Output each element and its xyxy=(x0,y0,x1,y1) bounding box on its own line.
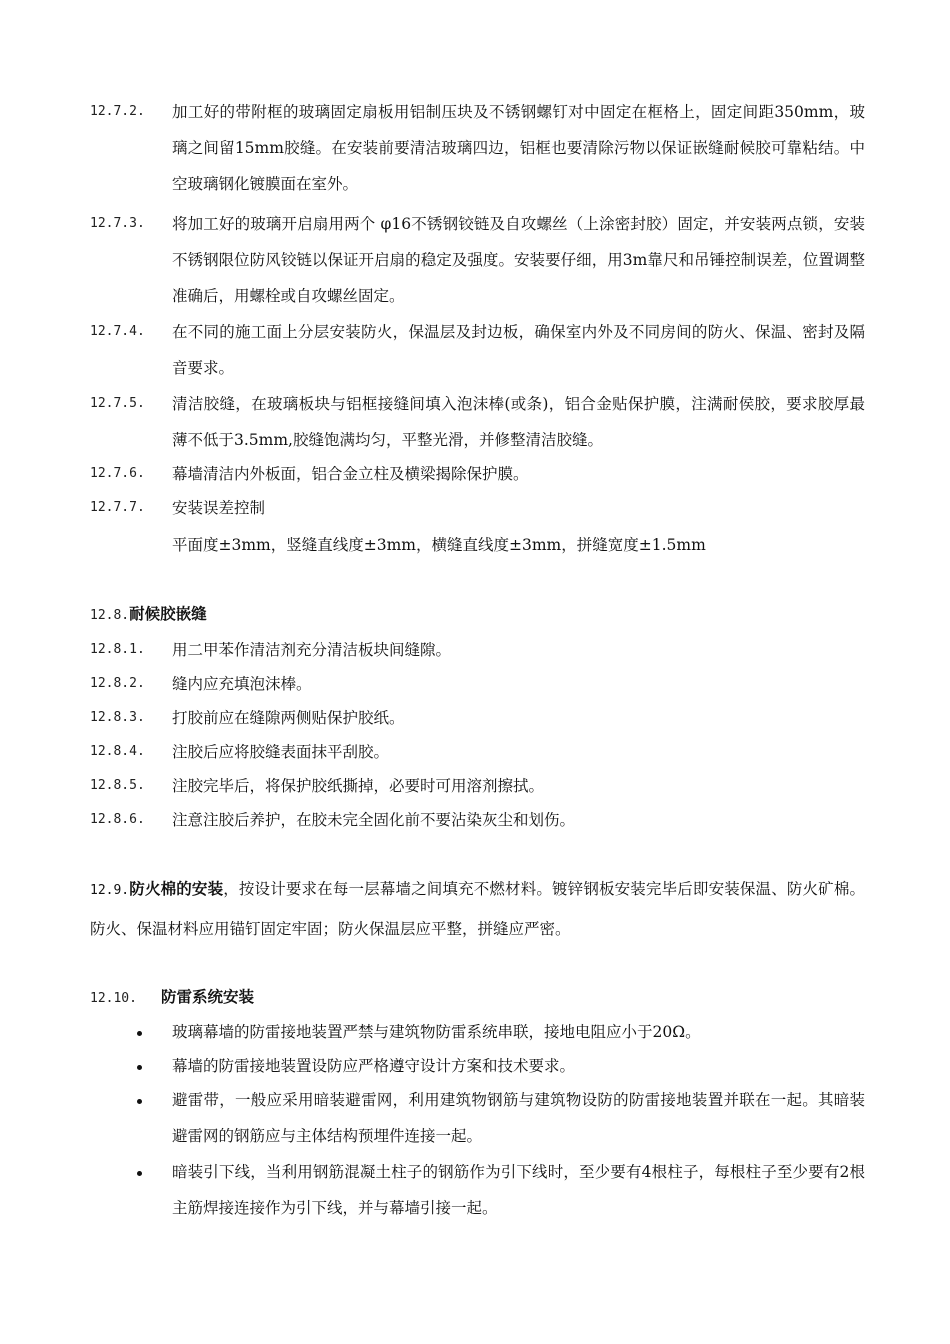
clause-number: 12.8.5. xyxy=(90,778,145,793)
bullet-item xyxy=(90,1048,865,1084)
clause-number: 12.8.6. xyxy=(90,812,145,827)
clause-12-7-3 xyxy=(90,206,865,314)
bullet-dot xyxy=(137,1031,142,1036)
clause-12-8-2 xyxy=(90,666,865,702)
clause-number: 12.8.2. xyxy=(90,676,145,691)
clause-number: 12.8.4. xyxy=(90,744,145,759)
clause-number: 12.8.3. xyxy=(90,710,145,725)
bullet-text: 暗装引下线，当利用钢筋混凝土柱子的钢筋作为引下线时，至少要有4根柱子，每根柱子至少要有2根主筋焊接连接作为引下线，并与幕墙引接一起。 xyxy=(172,1163,865,1217)
bullet-dot xyxy=(137,1099,142,1104)
section-title: 耐候胶嵌缝 xyxy=(129,604,207,623)
bullet-item xyxy=(90,1014,865,1050)
clause-number: 12.7.6. xyxy=(90,466,145,481)
clause-12-7-6 xyxy=(90,456,865,492)
clause-number: 12.7.3. xyxy=(90,216,145,231)
clause-number: 12.7.5. xyxy=(90,396,145,411)
clause-12-7-5 xyxy=(90,386,865,458)
section-paragraph xyxy=(90,870,865,948)
clause-text: 缝内应充填泡沫棒。 xyxy=(172,675,312,693)
clause-number: 12.7.2. xyxy=(90,104,145,119)
section-title: 防雷系统安装 xyxy=(160,987,254,1006)
clause-text: 加工好的带附框的玻璃固定扇板用铝制压块及不锈钢螺钉对中固定在框格上，固定间距350mm，玻璃之间留15mm胶缝。在安装前要清洁玻璃四边，铝框也要清除污物以保证嵌缝耐候胶可靠粘结。中空玻璃钢化镀膜面在室外。 xyxy=(172,103,865,193)
section-number: 12.10. xyxy=(90,991,137,1006)
section-text: ，按设计要求在每一层幕墙之间填充不燃材料。镀锌钢板安装完毕后即安装保温、防火矿棉。防火、保温材料应用锚钉固定牢固；防火保温层应平整，拼缝应严密。 xyxy=(90,880,865,938)
clause-text: 注胶后应将胶缝表面抹平刮胶。 xyxy=(172,743,390,761)
tolerance-line: 平面度±3mm，竖缝直线度±3mm，横缝直线度±3mm，拼缝宽度±1.5mm xyxy=(172,536,706,554)
section-number: 12.9. xyxy=(90,883,130,898)
clause-text: 安装误差控制 xyxy=(172,499,266,517)
clause-text: 在不同的施工面上分层安装防火，保温层及封边板，确保室内外及不同房间的防火、保温、密封及隔音要求。 xyxy=(172,323,865,377)
clause-12-7-7 xyxy=(90,490,865,526)
clause-12-7-2 xyxy=(90,94,865,202)
tolerance-values xyxy=(90,527,865,563)
section-12-9 xyxy=(90,870,865,948)
section-heading-12-8 xyxy=(90,596,865,634)
bullet-text: 幕墙的防雷接地装置设防应严格遵守设计方案和技术要求。 xyxy=(172,1057,576,1075)
section-title: 防火棉的安装 xyxy=(129,879,224,898)
clause-12-8-6 xyxy=(90,802,865,838)
clause-number: 12.8.1. xyxy=(90,642,145,657)
section-number: 12.8. xyxy=(90,608,130,623)
clause-text: 幕墙清洁内外板面，铝合金立柱及横梁揭除保护膜。 xyxy=(172,465,529,483)
clause-12-7-4 xyxy=(90,314,865,386)
clause-text: 清洁胶缝，在玻璃板块与铝框接缝间填入泡沫棒(或条)，铝合金贴保护膜，注满耐侯胶，要求胶厚最薄不低于3.5mm,胶缝饱满均匀，平整光滑，并修整清洁胶缝。 xyxy=(172,395,865,449)
clause-text: 用二甲苯作清洁剂充分清洁板块间缝隙。 xyxy=(172,641,452,659)
bullet-item xyxy=(90,1154,865,1226)
bullet-text: 玻璃幕墙的防雷接地装置严禁与建筑物防雷系统串联，接地电阻应小于20Ω。 xyxy=(172,1023,701,1041)
clause-text: 将加工好的玻璃开启扇用两个 φ16不锈钢铰链及自攻螺丝（上涂密封胶）固定，并安装两点锁，安装不锈钢限位防风铰链以保证开启扇的稳定及强度。安装要仔细，用3m靠尺和吊锤控制误差，位置调整准确后，用螺栓或自攻螺丝固定。 xyxy=(172,215,865,305)
bullet-item xyxy=(90,1082,865,1154)
clause-text: 注胶完毕后，将保护胶纸撕掉，必要时可用溶剂擦拭。 xyxy=(172,777,545,795)
bullet-dot xyxy=(137,1065,142,1070)
clause-12-8-5 xyxy=(90,768,865,804)
clause-12-8-4 xyxy=(90,734,865,770)
clause-12-8-3 xyxy=(90,700,865,736)
bullet-dot xyxy=(137,1171,142,1176)
clause-number: 12.7.4. xyxy=(90,324,145,339)
clause-text: 注意注胶后养护，在胶未完全固化前不要沾染灰尘和划伤。 xyxy=(172,811,576,829)
bullet-text: 避雷带，一般应采用暗装避雷网，利用建筑物钢筋与建筑物设防的防雷接地装置并联在一起。其暗装避雷网的钢筋应与主体结构预埋件连接一起。 xyxy=(172,1091,865,1145)
clause-12-8-1 xyxy=(90,632,865,668)
section-heading-12-10 xyxy=(90,979,865,1017)
clause-text: 打胶前应在缝隙两侧贴保护胶纸。 xyxy=(172,709,405,727)
clause-number: 12.7.7. xyxy=(90,500,145,515)
